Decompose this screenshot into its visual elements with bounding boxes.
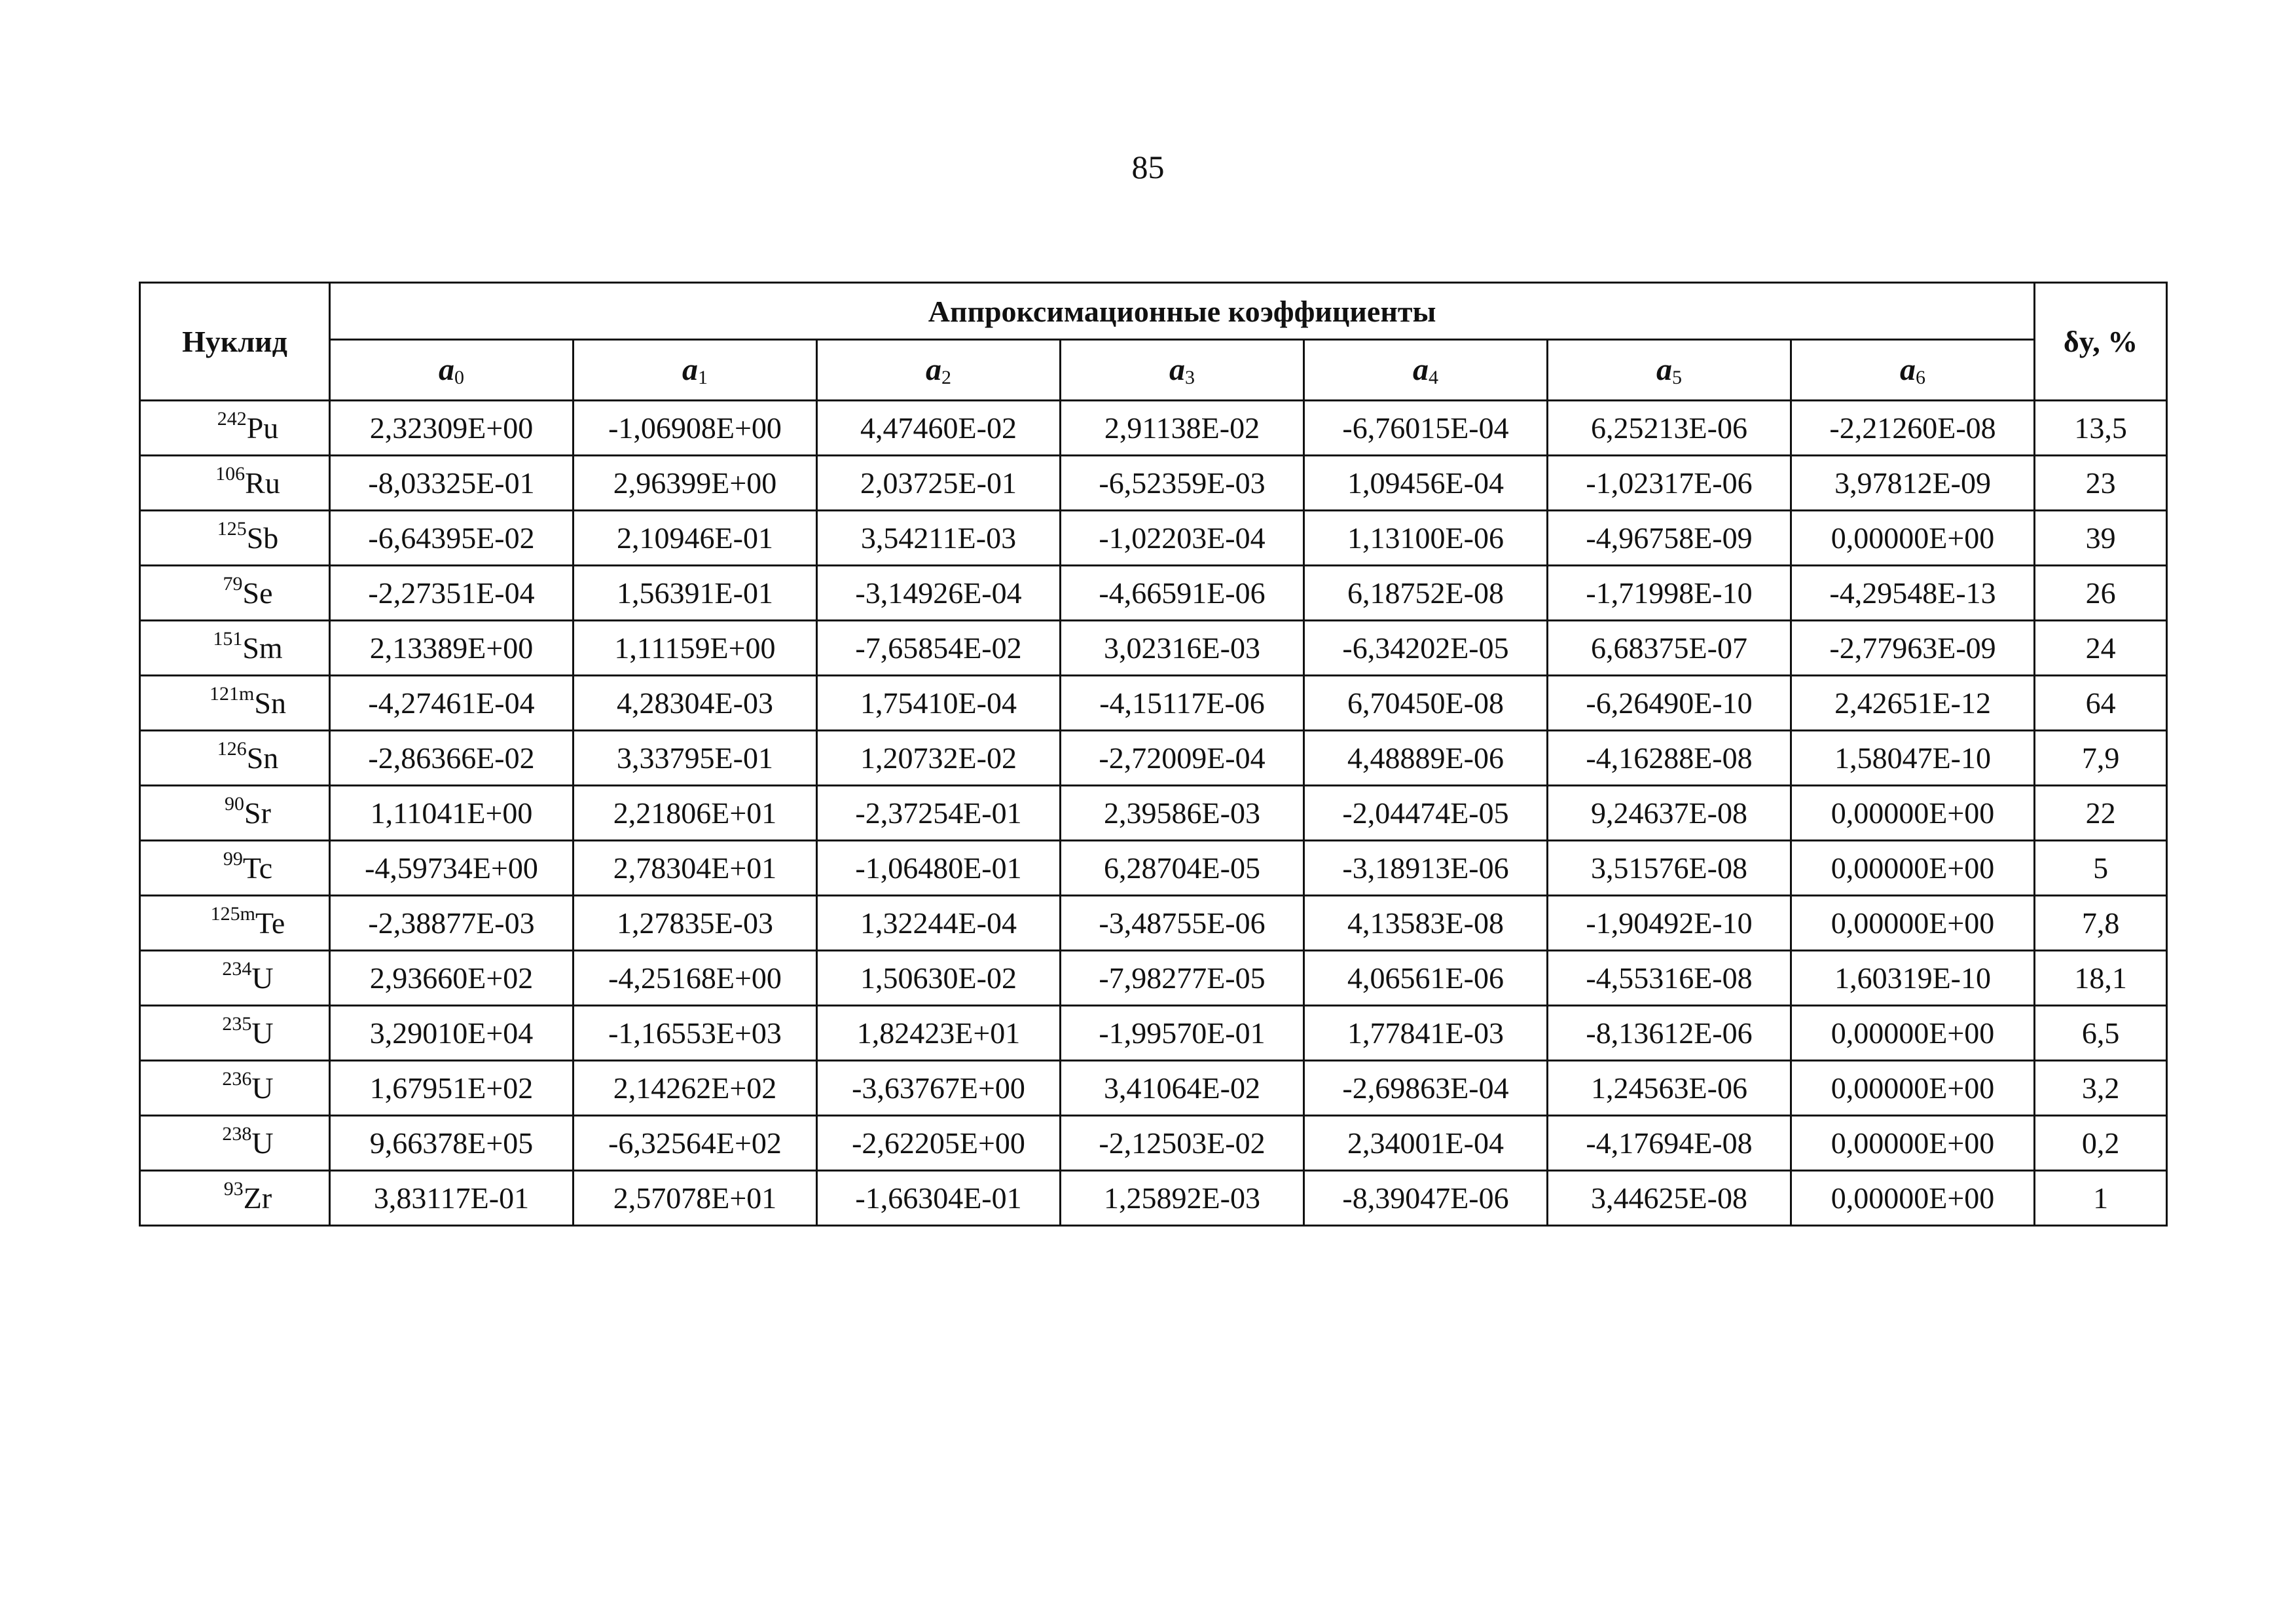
mass-number: 238 <box>222 1123 252 1145</box>
element-symbol: Ru <box>245 466 280 500</box>
nuclide-cell <box>140 731 330 786</box>
coef-value-a0: 3,29010E+04 <box>330 1006 574 1061</box>
coef-value-a4: 1,77841E-03 <box>1304 1006 1548 1061</box>
coef-value-a2: -1,66304E-01 <box>817 1171 1061 1226</box>
nuclide-cell <box>140 511 330 566</box>
coef-value-a3: 6,28704E-05 <box>1061 841 1304 896</box>
coef-value-a5: 9,24637E-08 <box>1548 786 1791 841</box>
coef-symbol: a <box>926 352 941 387</box>
coef-value-a3: -7,98277E-05 <box>1061 951 1304 1006</box>
coef-value-a5: -8,13612E-06 <box>1548 1006 1791 1061</box>
coef-value-a0: 3,83117E-01 <box>330 1171 574 1226</box>
nuclide-cell <box>140 456 330 511</box>
header-coef-a2 <box>817 340 1061 401</box>
nuclide-cell <box>140 401 330 456</box>
coef-value-a0: 1,11041E+00 <box>330 786 574 841</box>
coef-value-a3: 3,02316E-03 <box>1061 621 1304 676</box>
header-coef-a3 <box>1061 340 1304 401</box>
coef-value-a6: 0,00000E+00 <box>1791 841 2035 896</box>
table-row <box>140 731 2167 786</box>
coefficients-table <box>139 282 2168 1227</box>
coef-index: 0 <box>454 366 464 388</box>
coef-value-a6: 0,00000E+00 <box>1791 511 2035 566</box>
header-coef-a1 <box>574 340 817 401</box>
coef-value-a5: -4,55316E-08 <box>1548 951 1791 1006</box>
coef-value-a0: 2,93660E+02 <box>330 951 574 1006</box>
coef-index: 1 <box>698 366 708 388</box>
coef-value-a2: 1,50630E-02 <box>817 951 1061 1006</box>
coef-value-a1: 3,33795E-01 <box>574 731 817 786</box>
coef-value-a3: 1,25892E-03 <box>1061 1171 1304 1226</box>
table-row <box>140 676 2167 731</box>
delta-value: 0,2 <box>2035 1116 2167 1171</box>
coef-index: 3 <box>1185 366 1195 388</box>
element-symbol: Sm <box>242 631 283 665</box>
coef-value-a1: 2,14262E+02 <box>574 1061 817 1116</box>
coef-symbol: a <box>1413 352 1429 387</box>
coef-value-a1: -4,25168E+00 <box>574 951 817 1006</box>
table-row <box>140 566 2167 621</box>
coef-symbol: a <box>1169 352 1185 387</box>
coef-value-a6: 0,00000E+00 <box>1791 1171 2035 1226</box>
coef-value-a1: 2,78304E+01 <box>574 841 817 896</box>
coef-value-a2: 4,47460E-02 <box>817 401 1061 456</box>
delta-value: 39 <box>2035 511 2167 566</box>
coef-value-a4: -2,04474E-05 <box>1304 786 1548 841</box>
coef-symbol: a <box>682 352 698 387</box>
table-row <box>140 1006 2167 1061</box>
coef-value-a3: 2,91138E-02 <box>1061 401 1304 456</box>
element-symbol: Sr <box>244 796 271 830</box>
coef-value-a5: 3,51576E-08 <box>1548 841 1791 896</box>
table-row <box>140 1061 2167 1116</box>
coef-value-a6: 3,97812E-09 <box>1791 456 2035 511</box>
coef-value-a2: -2,37254E-01 <box>817 786 1061 841</box>
table-header <box>140 283 2167 401</box>
mass-number: 242 <box>217 408 247 430</box>
coef-value-a4: -2,69863E-04 <box>1304 1061 1548 1116</box>
coef-value-a4: 6,18752E-08 <box>1304 566 1548 621</box>
coef-value-a1: 2,10946E-01 <box>574 511 817 566</box>
coef-value-a4: 1,13100E-06 <box>1304 511 1548 566</box>
coef-value-a3: -3,48755E-06 <box>1061 896 1304 951</box>
coef-value-a2: -3,63767E+00 <box>817 1061 1061 1116</box>
delta-value: 6,5 <box>2035 1006 2167 1061</box>
mass-number: 126 <box>217 738 247 760</box>
delta-value: 18,1 <box>2035 951 2167 1006</box>
coef-value-a6: 2,42651E-12 <box>1791 676 2035 731</box>
coef-value-a1: 2,21806E+01 <box>574 786 817 841</box>
coef-value-a4: 1,09456E-04 <box>1304 456 1548 511</box>
element-symbol: Sn <box>254 686 286 720</box>
element-symbol: U <box>251 961 274 995</box>
coef-value-a3: -6,52359E-03 <box>1061 456 1304 511</box>
coef-symbol: a <box>439 352 454 387</box>
coef-value-a5: -1,02317E-06 <box>1548 456 1791 511</box>
mass-number: 121m <box>210 683 255 705</box>
delta-value: 5 <box>2035 841 2167 896</box>
coef-index: 6 <box>1916 366 1926 388</box>
coef-value-a2: -2,62205E+00 <box>817 1116 1061 1171</box>
coef-value-a2: -7,65854E-02 <box>817 621 1061 676</box>
coef-value-a2: 1,32244E-04 <box>817 896 1061 951</box>
element-symbol: U <box>251 1016 274 1050</box>
nuclide-cell <box>140 1116 330 1171</box>
coef-value-a1: -6,32564E+02 <box>574 1116 817 1171</box>
mass-number: 90 <box>225 793 245 815</box>
nuclide-cell <box>140 676 330 731</box>
delta-value: 3,2 <box>2035 1061 2167 1116</box>
coef-value-a6: -2,21260E-08 <box>1791 401 2035 456</box>
coef-value-a3: -1,02203E-04 <box>1061 511 1304 566</box>
coef-value-a5: -4,96758E-09 <box>1548 511 1791 566</box>
header-coef-a4 <box>1304 340 1548 401</box>
nuclide-cell <box>140 951 330 1006</box>
nuclide-cell <box>140 786 330 841</box>
table-row <box>140 511 2167 566</box>
header-nuclide: Нуклид <box>140 283 330 401</box>
coef-value-a0: 2,13389E+00 <box>330 621 574 676</box>
coef-value-a0: -8,03325E-01 <box>330 456 574 511</box>
coef-value-a4: 4,06561E-06 <box>1304 951 1548 1006</box>
coef-value-a0: 1,67951E+02 <box>330 1061 574 1116</box>
coef-value-a4: 4,48889E-06 <box>1304 731 1548 786</box>
table-row <box>140 951 2167 1006</box>
coef-value-a3: 3,41064E-02 <box>1061 1061 1304 1116</box>
coef-value-a1: -1,16553E+03 <box>574 1006 817 1061</box>
table-row <box>140 621 2167 676</box>
coef-value-a6: 1,60319E-10 <box>1791 951 2035 1006</box>
table-row <box>140 841 2167 896</box>
coef-index: 2 <box>941 366 951 388</box>
coef-value-a0: -2,27351E-04 <box>330 566 574 621</box>
coef-value-a2: -1,06480E-01 <box>817 841 1061 896</box>
coef-value-a3: -1,99570E-01 <box>1061 1006 1304 1061</box>
mass-number: 235 <box>222 1013 252 1035</box>
coef-value-a2: 1,82423E+01 <box>817 1006 1061 1061</box>
nuclide-cell <box>140 1006 330 1061</box>
element-symbol: Sb <box>246 521 279 555</box>
coefficient-header-row <box>140 340 2167 401</box>
coef-symbol: a <box>1900 352 1916 387</box>
delta-value: 22 <box>2035 786 2167 841</box>
element-symbol: Sn <box>246 741 279 775</box>
element-symbol: Zr <box>243 1181 272 1215</box>
coef-value-a1: 2,96399E+00 <box>574 456 817 511</box>
nuclide-cell <box>140 896 330 951</box>
table-row <box>140 786 2167 841</box>
mass-number: 106 <box>215 463 246 485</box>
coef-value-a4: -6,34202E-05 <box>1304 621 1548 676</box>
mass-number: 125m <box>210 903 256 925</box>
element-symbol: Se <box>242 576 273 610</box>
coef-value-a4: 6,70450E-08 <box>1304 676 1548 731</box>
delta-value: 64 <box>2035 676 2167 731</box>
mass-number: 234 <box>222 958 252 980</box>
coef-value-a0: 9,66378E+05 <box>330 1116 574 1171</box>
coef-value-a4: 2,34001E-04 <box>1304 1116 1548 1171</box>
coef-value-a6: 0,00000E+00 <box>1791 786 2035 841</box>
header-delta: δy, % <box>2035 283 2167 401</box>
coef-value-a6: 0,00000E+00 <box>1791 1116 2035 1171</box>
coef-value-a5: -4,16288E-08 <box>1548 731 1791 786</box>
coef-value-a5: 6,25213E-06 <box>1548 401 1791 456</box>
coef-value-a4: -3,18913E-06 <box>1304 841 1548 896</box>
coef-index: 4 <box>1429 366 1438 388</box>
element-symbol: U <box>251 1071 274 1105</box>
element-symbol: U <box>251 1126 274 1160</box>
coef-value-a0: -2,86366E-02 <box>330 731 574 786</box>
element-symbol: Tc <box>242 851 273 885</box>
coef-value-a6: 0,00000E+00 <box>1791 896 2035 951</box>
coef-value-a5: -1,90492E-10 <box>1548 896 1791 951</box>
coef-value-a2: 3,54211E-03 <box>817 511 1061 566</box>
coef-value-a6: 0,00000E+00 <box>1791 1006 2035 1061</box>
coef-value-a0: 2,32309E+00 <box>330 401 574 456</box>
coef-value-a3: -4,66591E-06 <box>1061 566 1304 621</box>
coef-value-a0: -6,64395E-02 <box>330 511 574 566</box>
header-coef-a5 <box>1548 340 1791 401</box>
coef-index: 5 <box>1672 366 1682 388</box>
delta-value: 26 <box>2035 566 2167 621</box>
coef-value-a5: -6,26490E-10 <box>1548 676 1791 731</box>
coef-value-a1: 2,57078E+01 <box>574 1171 817 1226</box>
coef-value-a2: -3,14926E-04 <box>817 566 1061 621</box>
coef-value-a0: -4,27461E-04 <box>330 676 574 731</box>
mass-number: 99 <box>223 848 243 870</box>
coef-value-a4: 4,13583E-08 <box>1304 896 1548 951</box>
coef-value-a0: -4,59734E+00 <box>330 841 574 896</box>
coef-value-a4: -6,76015E-04 <box>1304 401 1548 456</box>
table-row <box>140 401 2167 456</box>
coef-value-a3: -2,72009E-04 <box>1061 731 1304 786</box>
element-symbol: Te <box>255 906 285 940</box>
coef-value-a5: 1,24563E-06 <box>1548 1061 1791 1116</box>
coef-value-a1: 1,11159E+00 <box>574 621 817 676</box>
coef-value-a6: 1,58047E-10 <box>1791 731 2035 786</box>
table-row <box>140 1116 2167 1171</box>
header-coefficients-group: Аппроксимационные коэффициенты <box>330 283 2035 340</box>
nuclide-cell <box>140 1061 330 1116</box>
coef-value-a6: -2,77963E-09 <box>1791 621 2035 676</box>
coef-value-a1: 4,28304E-03 <box>574 676 817 731</box>
delta-value: 7,9 <box>2035 731 2167 786</box>
coef-symbol: a <box>1656 352 1672 387</box>
coef-value-a5: 3,44625E-08 <box>1548 1171 1791 1226</box>
coef-value-a3: -2,12503E-02 <box>1061 1116 1304 1171</box>
nuclide-cell <box>140 1171 330 1226</box>
mass-number: 125 <box>217 518 247 540</box>
delta-value: 23 <box>2035 456 2167 511</box>
header-coef-a6 <box>1791 340 2035 401</box>
mass-number: 79 <box>223 573 243 595</box>
coef-value-a2: 2,03725E-01 <box>817 456 1061 511</box>
delta-value: 24 <box>2035 621 2167 676</box>
page-number: 85 <box>1131 149 1165 185</box>
coef-value-a5: -1,71998E-10 <box>1548 566 1791 621</box>
table-row <box>140 896 2167 951</box>
mass-number: 93 <box>223 1178 244 1200</box>
element-symbol: Pu <box>246 411 279 445</box>
coef-value-a2: 1,75410E-04 <box>817 676 1061 731</box>
coef-value-a3: -4,15117E-06 <box>1061 676 1304 731</box>
coef-value-a1: -1,06908E+00 <box>574 401 817 456</box>
coef-value-a6: 0,00000E+00 <box>1791 1061 2035 1116</box>
delta-value: 1 <box>2035 1171 2167 1226</box>
coef-value-a1: 1,56391E-01 <box>574 566 817 621</box>
table-body <box>140 401 2167 1226</box>
header-coef-a0 <box>330 340 574 401</box>
coef-value-a5: 6,68375E-07 <box>1548 621 1791 676</box>
coef-value-a3: 2,39586E-03 <box>1061 786 1304 841</box>
table-row <box>140 1171 2167 1226</box>
table-row <box>140 456 2167 511</box>
mass-number: 236 <box>222 1068 252 1090</box>
nuclide-cell <box>140 841 330 896</box>
delta-value: 13,5 <box>2035 401 2167 456</box>
mass-number: 151 <box>213 628 243 650</box>
coef-value-a0: -2,38877E-03 <box>330 896 574 951</box>
coef-value-a2: 1,20732E-02 <box>817 731 1061 786</box>
coef-value-a4: -8,39047E-06 <box>1304 1171 1548 1226</box>
nuclide-cell <box>140 621 330 676</box>
nuclide-cell <box>140 566 330 621</box>
coef-value-a1: 1,27835E-03 <box>574 896 817 951</box>
coef-value-a6: -4,29548E-13 <box>1791 566 2035 621</box>
coef-value-a5: -4,17694E-08 <box>1548 1116 1791 1171</box>
delta-value: 7,8 <box>2035 896 2167 951</box>
